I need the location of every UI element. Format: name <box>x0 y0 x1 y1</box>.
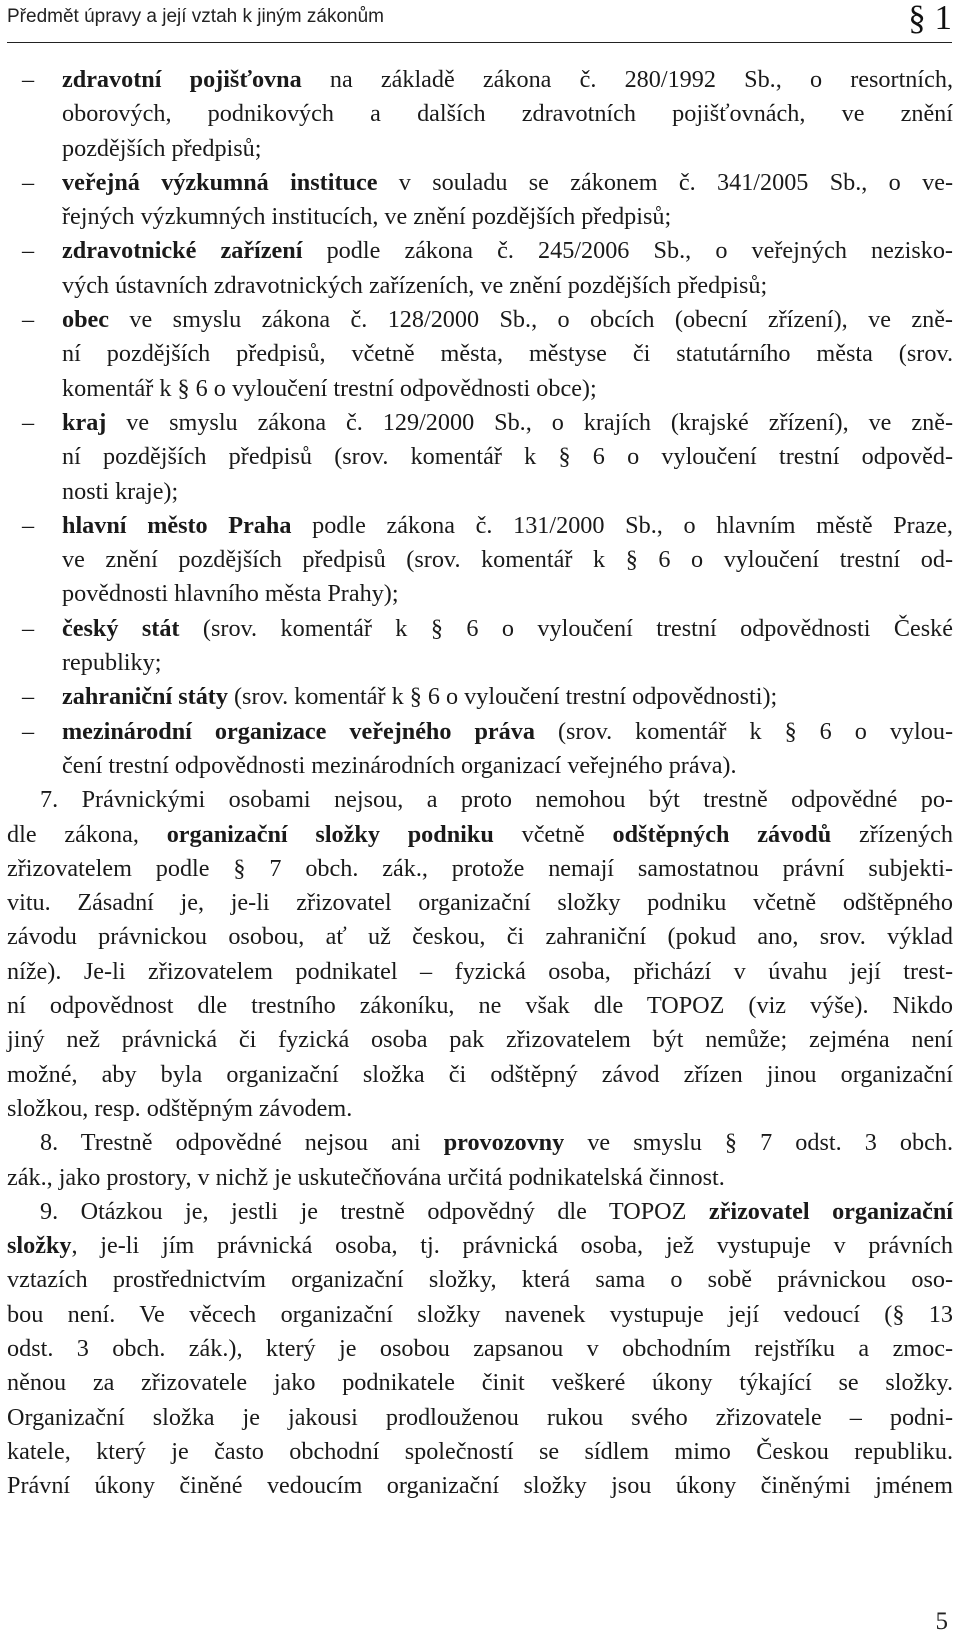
paragraph-line: vitu. Zásadní je, je-li zřizovatel organizační složky podniku včetně odštěpného <box>7 889 953 917</box>
term-bold: zdravotnické zařízení <box>62 237 303 265</box>
list-item <box>7 63 953 166</box>
term-bold: odštěpných závodů <box>612 820 832 848</box>
list-item-text: republiky; <box>62 649 162 677</box>
paragraph-line: vztazích prostřednictvím organizační složky, která sama o sobě právnickou oso- <box>7 1266 953 1294</box>
list-item-text: na základě zákona č. 280/1992 Sb., o resortních, <box>301 66 953 93</box>
paragraph-line: složkou, resp. odštěpným závodem. <box>7 1094 353 1122</box>
paragraph-line: odst. 3 obch. zák.), který je osobou zapsanou v obchodním rejstříku a zmoc- <box>7 1334 953 1362</box>
list-dash: – <box>22 511 35 539</box>
term-bold: zahraniční státy <box>62 683 228 711</box>
paragraph-line: Právní úkony činěné vedoucím organizační složky jsou úkony činěnými jménem <box>7 1472 953 1500</box>
section-marker <box>908 0 952 38</box>
list-item <box>7 612 953 681</box>
list-dash: – <box>22 683 35 711</box>
paragraph-8 <box>7 1126 953 1195</box>
list-item-text: komentář k § 6 o vyloučení trestní odpovědnosti obce); <box>62 374 597 402</box>
paragraph-line: ní odpovědnost dle trestního zákoníku, ne však dle TOPOZ (viz výše). Nikdo <box>7 992 953 1020</box>
term-bold: český stát <box>62 614 180 642</box>
paragraph-line: 7. Právnickými osobami nejsou, a proto nemohou být trestně odpovědné po- <box>40 786 953 814</box>
paragraph-7 <box>7 783 953 1126</box>
page-number: 5 <box>935 1608 948 1635</box>
chapter-title: Předmět úpravy a její vztah k jiným zákonům <box>7 6 384 27</box>
list-dash: – <box>22 168 35 196</box>
list-item-text: vých ústavních zdravotnických zařízeních, ve znění pozdějších předpisů; <box>62 271 768 299</box>
paragraph-line: níže). Je-li zřizovatelem podnikatel – fyzická osoba, přichází v úvahu její trest- <box>7 957 953 985</box>
list-item-text: ve znění pozdějších předpisů (srov. komentář k § 6 o vyloučení trestní od- <box>62 546 953 574</box>
paragraph-line: Organizační složka je jakousi prodlouženou rukou svého zřizovatele – podni- <box>7 1403 953 1431</box>
term-bold: obec <box>62 306 110 334</box>
list-item-text: oborových, podnikových a dalších zdravotních pojišťovnách, ve znění <box>62 100 953 128</box>
list-item-text: čení trestní odpovědnosti mezinárodních organizací veřejného práva). <box>62 751 737 779</box>
list-item-text: povědnosti hlavního města Prahy); <box>62 580 399 608</box>
term-bold: složky <box>7 1232 72 1260</box>
paragraph-text: 9. Otázkou je, jestli je trestně odpovědný dle TOPOZ <box>40 1197 709 1225</box>
paragraph-text: , je-li jím právnická osoba, tj. právnická osoba, jež vystupuje v právních <box>71 1232 953 1260</box>
paragraph-line: zák., jako prostory, v nichž je uskutečňována určitá podnikatelská činnost. <box>7 1163 725 1191</box>
term-bold: zřizovatel organizační <box>708 1197 953 1225</box>
list-item <box>7 303 953 406</box>
list-item <box>7 715 953 784</box>
list-item-text: (srov. komentář k § 6 o vyloučení trestní odpovědnosti České <box>179 614 954 642</box>
list-dash: – <box>22 408 35 436</box>
list-dash: – <box>22 717 35 745</box>
list-item <box>7 509 953 612</box>
running-header <box>7 0 952 43</box>
paragraph-line: zřizovatelem podle § 7 obch. zák., protože nemají samostatnou právní subjekti- <box>7 854 953 882</box>
section-sign: § <box>908 0 926 37</box>
body-text <box>7 63 953 1503</box>
paragraph-text: dle zákona, <box>7 820 167 848</box>
list-item-text: pozdějších předpisů; <box>62 134 262 162</box>
paragraph-text: ve smyslu § 7 odst. 3 obch. <box>564 1129 953 1157</box>
list-dash: – <box>22 306 35 334</box>
term-bold: zdravotní pojišťovna <box>62 66 302 93</box>
list-item-text: ve smyslu zákona č. 128/2000 Sb., o obcích (obecní zřízení), ve zně- <box>109 306 953 334</box>
paragraph-text: 8. Trestně odpovědné nejsou ani <box>40 1129 444 1157</box>
term-bold: provozovny <box>443 1129 565 1157</box>
paragraph-9 <box>7 1195 953 1504</box>
list-item-text: ve smyslu zákona č. 129/2000 Sb., o krajích (krajské zřízení), ve zně- <box>106 408 953 436</box>
section-number: 1 <box>934 0 952 37</box>
list-dash: – <box>22 614 35 642</box>
term-bold: mezinárodní organizace veřejného práva <box>62 717 535 745</box>
paragraph-line: katele, který je často obchodní společností se sídlem mimo Českou republiku. <box>7 1437 953 1465</box>
paragraph-text: zřízených <box>831 820 953 848</box>
list-item <box>7 166 953 235</box>
list-item-text: ní pozdějších předpisů (srov. komentář k § 6 o vyloučení trestní odpověd- <box>62 443 953 471</box>
list-item-text: (srov. komentář k § 6 o vylou- <box>534 717 953 745</box>
paragraph-line: možné, aby byla organizační složka či odštěpný závod zřízen jinou organizační <box>7 1060 953 1088</box>
term-bold: veřejná výzkumná instituce <box>62 168 378 196</box>
list-item-text: v souladu se zákonem č. 341/2005 Sb., o ve- <box>377 168 953 196</box>
list-dash: – <box>22 66 35 93</box>
paragraph-line: závodu právnickou osobou, ať už českou, či zahraniční (pokud ano, srov. výklad <box>7 923 953 951</box>
list-item-text: podle zákona č. 131/2000 Sb., o hlavním městě Praze, <box>291 511 953 539</box>
list-item-text: ní pozdějších předpisů, včetně města, městyse či statutárního města (srov. <box>62 340 953 368</box>
paragraph-line: jiný než právnická či fyzická osoba pak zřizovatelem být nemůže; zejména není <box>7 1026 953 1054</box>
list-item-text: podle zákona č. 245/2006 Sb., o veřejných nezisko- <box>302 237 953 265</box>
list-dash: – <box>22 237 35 265</box>
term-bold: organizační složky podniku <box>166 820 494 848</box>
paragraph-text: včetně <box>493 820 613 848</box>
paragraph-line: bou není. Ve věcech organizační složky navenek vystupuje její vedoucí (§ 13 <box>7 1300 953 1328</box>
term-bold: hlavní město Praha <box>62 511 292 539</box>
list-item <box>7 234 953 303</box>
term-bold: kraj <box>62 408 107 436</box>
list-item-text: (srov. komentář k § 6 o vyloučení trestní odpovědnosti); <box>227 683 778 711</box>
list-item <box>7 406 953 509</box>
list-item-text: nosti kraje); <box>62 477 179 505</box>
list-item-text: řejných výzkumných institucích, ve znění pozdějších předpisů; <box>62 203 672 231</box>
paragraph-line: něnou za zřizovatele jako podnikatele činit veškeré úkony týkající se složky. <box>7 1369 953 1397</box>
list-item <box>7 680 953 714</box>
